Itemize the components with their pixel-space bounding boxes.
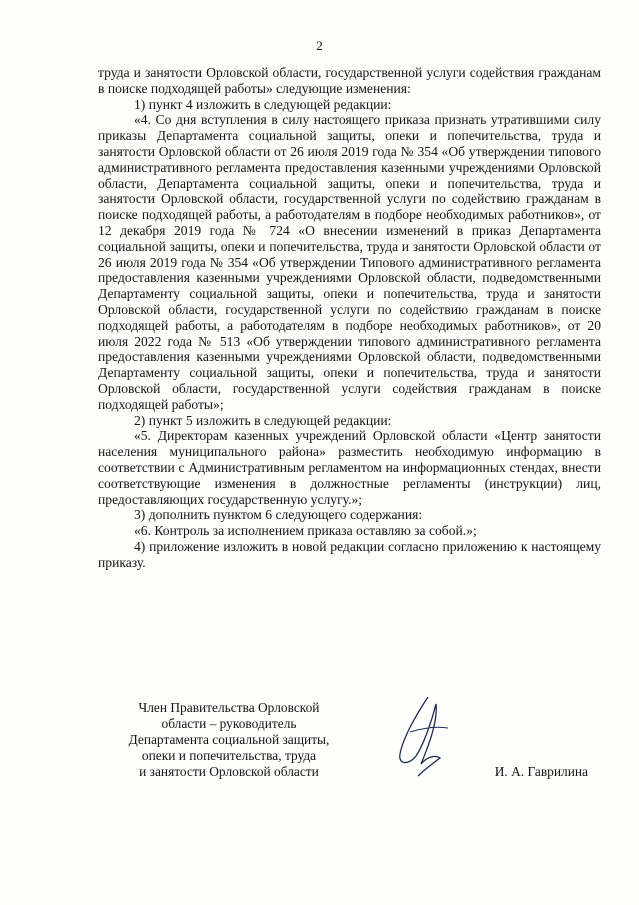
paragraph: «6. Контроль за исполнением приказа оставляю за собой.»; bbox=[134, 523, 477, 539]
page-number: 2 bbox=[316, 38, 323, 53]
paragraph: «5. Директорам казенных учреждений Орловской области «Центр занятости населения муниципального района» разместить необходимую информацию в соответствии с Административным регламентом на информационных стендах, внести соответствующие изменения в должностные регламенты (инструкции) лиц, предоставляющих государственную услугу.»; bbox=[98, 428, 601, 507]
signer-position-line: области – руководитель bbox=[161, 716, 297, 731]
signer-position-line: Член Правительства Орловской bbox=[138, 700, 320, 715]
signer-position-line: Департамента социальной защиты, bbox=[128, 732, 330, 747]
document-body bbox=[98, 65, 601, 571]
signature-block bbox=[0, 700, 639, 810]
paragraph: 4) приложение изложить в новой редакции согласно приложению к настоящему приказу. bbox=[98, 538, 601, 570]
paragraph: 2) пункт 5 изложить в следующей редакции: bbox=[134, 412, 392, 428]
paragraph: «4. Со дня вступления в силу настоящего приказа признать утратившими силу приказы Департамента социальной защиты, опеки и попечительства, труда и занятости Орловской области от 26 июля 2019 года № 354 «Об утверждении типового административного регламента предоставления казенными учреждениями Орловской области, Департамента социальной защиты, опеки и попечительства, труда и занятости Орловской области, государственной услуги по содействию гражданам в поиске подходящей работы, а работодателям в подборе необходимых работников», от 12 декабря 2019 года № 724 «О внесении изменений в приказ Департамента социальной защиты, опеки и попечительства, труда и занятости Орловской области от 26 июля 2019 года № 354 «Об утверждении Типового административного регламента предоставления казенными учреждениями Орловской области, подведомственными Департаменту социальной защиты, опеки и попечительства, труда и занятости Орловской области, государственной услуги по содействию гражданам в поиске подходящей работы, а работодателям в подборе необходимых работников», от 20 июля 2022 года № 513 «Об утверждении типового административного регламента предоставления казенными учреждениями Орловской области, подведомственными Департаменту социальной защиты, опеки и попечительства, труда и занятости Орловской области, государственной услуги содействия гражданам в поиске подходящей работы»; bbox=[98, 112, 601, 412]
signer-position-line: и занятости Орловской области bbox=[139, 764, 319, 779]
signer-position-line: опеки и попечительства, труда bbox=[141, 748, 317, 763]
signer-position bbox=[74, 700, 384, 780]
paragraph: 3) дополнить пунктом 6 следующего содержания: bbox=[134, 507, 423, 523]
paragraph: труда и занятости Орловской области, государственной услуги содействия гражданам в поиске подходящей работы» следующие изменения: bbox=[98, 65, 601, 96]
handwritten-signature bbox=[388, 692, 458, 782]
signer-name: И. А. Гаврилина bbox=[494, 764, 588, 779]
paragraph: 1) пункт 4 изложить в следующей редакции: bbox=[134, 96, 392, 112]
